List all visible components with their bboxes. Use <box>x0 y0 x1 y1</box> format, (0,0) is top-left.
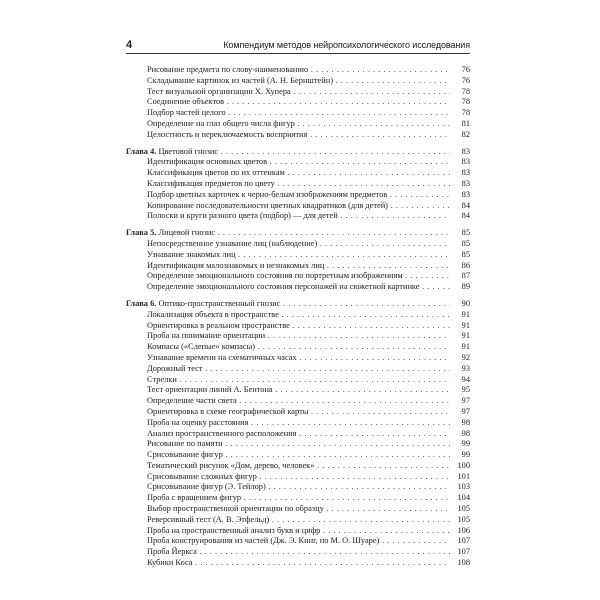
entry-title-text: Узнавание времени на схематичных часах <box>147 352 297 362</box>
toc-entry-title <box>147 526 450 537</box>
toc-page-number: 84 <box>450 201 470 212</box>
toc-page-number: 99 <box>450 439 470 450</box>
toc-page-number: 107 <box>450 536 470 547</box>
toc-page-number: 95 <box>450 385 470 396</box>
toc-entry-title <box>147 76 450 87</box>
toc-entry-title <box>147 179 450 190</box>
entry-title-text: Реверсивный тест (А. В. Этфельд) <box>147 514 270 524</box>
toc-entry-title <box>147 201 450 212</box>
entry-title-text: Проба на оценку расстояния <box>147 417 249 427</box>
toc-entry <box>126 282 470 293</box>
toc-page-number: 99 <box>450 450 470 461</box>
toc-page-number: 105 <box>450 515 470 526</box>
toc-page-number: 93 <box>450 364 470 375</box>
toc-entry <box>126 504 470 515</box>
toc-page-number: 105 <box>450 504 470 515</box>
toc-page-number: 87 <box>450 271 470 282</box>
toc-entry-title <box>147 547 450 558</box>
toc-entry <box>126 97 470 108</box>
toc-entry <box>126 407 470 418</box>
toc-entry-title <box>147 364 450 375</box>
toc-entry-title <box>147 130 450 141</box>
entry-title-text: Определение эмоционального состояния персонажей на сюжетной картинке <box>147 282 420 292</box>
toc-entry-title <box>147 342 450 353</box>
toc-page-number: 76 <box>450 76 470 87</box>
toc-page-number: 82 <box>450 130 470 141</box>
toc-entry-title <box>147 310 450 321</box>
toc-entry-title <box>147 239 450 250</box>
chapter-title: Цветовой гнозис <box>158 146 219 156</box>
entry-title-text: Стрелки <box>147 374 177 384</box>
toc-entry-title <box>147 282 450 293</box>
toc-page-number: 98 <box>450 418 470 429</box>
entry-title-text: Определение части света <box>147 396 237 406</box>
toc-entry-title <box>147 429 450 440</box>
toc-entry-title <box>147 504 450 515</box>
toc-entry-title <box>147 331 450 342</box>
toc-entry <box>126 130 470 141</box>
entry-title-text: Подбор цветных карточек к черно-белым изображениям предметов <box>147 189 388 199</box>
toc-entry <box>126 168 470 179</box>
entry-title-text: Срисовывание фигур (Э. Тейлор) <box>147 482 266 492</box>
toc-entry-title <box>147 168 450 179</box>
toc-chapter-entry <box>126 228 470 239</box>
toc-entry-title <box>147 375 450 386</box>
toc-entry-title <box>147 407 450 418</box>
entry-title-text: Складывание картинок из частей (А. Н. Бернштейн) <box>147 75 334 85</box>
entry-title-text: Срисовывание сложных фигур <box>147 471 257 481</box>
entry-title-text: Кубики Коса <box>147 558 193 568</box>
entry-title-text: Срисовывание фигур <box>147 450 223 460</box>
entry-title-text: Идентификация малознакомых и незнакомых лиц <box>147 260 325 270</box>
toc-chapter-entry <box>126 147 470 158</box>
entry-title-text: Непосредственное узнавание лиц (наблюдение) <box>147 238 318 248</box>
toc-page-number: 85 <box>450 239 470 250</box>
toc-entry-title <box>147 461 450 472</box>
entry-title-text: Локализация объекта в пространстве <box>147 309 279 319</box>
toc-page-number: 83 <box>450 157 470 168</box>
toc-entry-title <box>147 87 450 98</box>
toc-entry <box>126 239 470 250</box>
toc-page-number: 83 <box>450 190 470 201</box>
toc-entry-title <box>147 450 450 461</box>
toc-entry-title <box>147 515 450 526</box>
toc-page-number: 83 <box>450 179 470 190</box>
toc-page-number: 78 <box>450 97 470 108</box>
toc-page-number: 83 <box>450 168 470 179</box>
toc-entry-title <box>126 228 450 239</box>
toc-entry <box>126 211 470 222</box>
toc-entry <box>126 396 470 407</box>
toc-entry-title <box>126 147 450 158</box>
toc-entry <box>126 261 470 272</box>
entry-title-text: Копирование последовательности цветных квадратиков (для детей) <box>147 200 388 210</box>
toc-entry <box>126 526 470 537</box>
entry-title-text: Соединение объектов <box>147 97 225 107</box>
entry-title-text: Проба на понимание ориентации <box>147 331 266 341</box>
entry-title-text: Проба с вращением фигур <box>147 493 242 503</box>
toc-entry-title <box>147 558 450 569</box>
toc-page-number: 76 <box>450 65 470 76</box>
toc-page-number: 97 <box>450 407 470 418</box>
toc-entry-title <box>126 299 450 310</box>
toc-entry <box>126 493 470 504</box>
toc-page-number: 85 <box>450 250 470 261</box>
toc-entry-title <box>147 261 450 272</box>
toc-entry <box>126 364 470 375</box>
entry-title-text: Классификация цветов по их оттенкам <box>147 168 285 178</box>
entry-title-text: Выбор пространственной ориентации по образцу <box>147 504 324 514</box>
toc-page-number: 107 <box>450 547 470 558</box>
entry-title-text: Идентификация основных цветов <box>147 157 268 167</box>
toc-entry-title <box>147 119 450 130</box>
toc-page-number: 98 <box>450 429 470 440</box>
toc-page-number: 81 <box>450 119 470 130</box>
toc-page-number: 83 <box>450 147 470 158</box>
entry-title-text: Целостность и переключаемость восприятия <box>147 129 308 139</box>
toc-entry-title <box>147 321 450 332</box>
toc-page-number: 92 <box>450 353 470 364</box>
toc-entry <box>126 331 470 342</box>
entry-title-text: Узнавание знакомых лиц <box>147 249 236 259</box>
running-title: Компендиум методов нейропсихологического исследования <box>223 40 470 50</box>
toc-entry-title <box>147 385 450 396</box>
toc-entry <box>126 482 470 493</box>
table-of-contents <box>126 65 470 569</box>
toc-entry <box>126 87 470 98</box>
entry-title-text: Анализ пространственного расположения <box>147 428 297 438</box>
toc-entry-title <box>147 271 450 282</box>
toc-entry <box>126 65 470 76</box>
toc-entry-title <box>147 211 450 222</box>
toc-entry <box>126 461 470 472</box>
toc-entry-title <box>147 250 450 261</box>
toc-entry <box>126 157 470 168</box>
toc-entry-title <box>147 418 450 429</box>
toc-entry-title <box>147 108 450 119</box>
toc-page-number: 78 <box>450 108 470 119</box>
toc-page-number: 100 <box>450 461 470 472</box>
toc-page-number: 108 <box>450 558 470 569</box>
toc-entry <box>126 418 470 429</box>
toc-chapter-entry <box>126 299 470 310</box>
entry-title-text: Полоски и круги разного цвета (подбор) — для детей <box>147 211 338 221</box>
chapter-label: Глава 6. <box>126 298 157 308</box>
chapter-label: Глава 5. <box>126 228 157 238</box>
toc-entry-title <box>147 536 450 547</box>
entry-title-text: Проба на пространственный анализ букв и цифр <box>147 525 321 535</box>
toc-entry <box>126 375 470 386</box>
entry-title-text: Рисование по памяти <box>147 439 223 449</box>
entry-title-text: Классификация предметов по цвету <box>147 178 275 188</box>
toc-entry-title <box>147 439 450 450</box>
entry-title-text: Тест визуальной организации Х. Хупера <box>147 86 291 96</box>
toc-page-number: 91 <box>450 321 470 332</box>
toc-entry-title <box>147 353 450 364</box>
toc-entry-title <box>147 157 450 168</box>
page-header <box>126 38 470 52</box>
chapter-title: Оптико-пространственный гнозис <box>158 298 281 308</box>
toc-entry-title <box>147 97 450 108</box>
toc-entry <box>126 558 470 569</box>
entry-title-text: Подбор частей целого <box>147 108 226 118</box>
toc-entry <box>126 353 470 364</box>
entry-title-text: Определение на глаз общего числа фигур <box>147 118 295 128</box>
entry-title-text: Проба конструирования из частей (Дж. Э. Кинг, по М. О. Шуаре) <box>147 536 380 546</box>
toc-entry <box>126 119 470 130</box>
toc-page-number: 78 <box>450 87 470 98</box>
toc-page-number: 94 <box>450 375 470 386</box>
toc-entry <box>126 472 470 483</box>
toc-entry <box>126 76 470 87</box>
toc-entry <box>126 450 470 461</box>
entry-title-text: Тест ориентации линий А. Бентона <box>147 385 273 395</box>
entry-title-text: Ориентировка в реальном пространстве <box>147 320 290 330</box>
entry-title-text: Проба Йеркса <box>147 547 197 557</box>
toc-page-number: 89 <box>450 282 470 293</box>
toc-page-number: 103 <box>450 482 470 493</box>
toc-entry <box>126 547 470 558</box>
chapter-title: Лицевой гнозис <box>158 228 216 238</box>
toc-page-number: 90 <box>450 299 470 310</box>
entry-title-text: Определение эмоционального состояния по портретным изображениям <box>147 271 403 281</box>
toc-entry-title <box>147 472 450 483</box>
toc-entry <box>126 536 470 547</box>
toc-entry <box>126 429 470 440</box>
toc-entry <box>126 515 470 526</box>
toc-entry-title <box>147 396 450 407</box>
toc-entry <box>126 190 470 201</box>
toc-page-number: 91 <box>450 310 470 321</box>
entry-title-text: Рисование предмета по слову-наименованию <box>147 65 309 74</box>
toc-entry <box>126 108 470 119</box>
toc-entry <box>126 250 470 261</box>
toc-page-number: 91 <box>450 331 470 342</box>
entry-title-text: Тематический рисунок «Дом, дерево, человек» <box>147 460 315 470</box>
toc-entry <box>126 179 470 190</box>
header-rule <box>126 53 470 54</box>
toc-entry-title <box>147 482 450 493</box>
toc-entry <box>126 201 470 212</box>
page-number: 4 <box>126 39 133 51</box>
toc-entry <box>126 271 470 282</box>
toc-page-number: 97 <box>450 396 470 407</box>
toc-page-number: 84 <box>450 211 470 222</box>
toc-page-number: 106 <box>450 526 470 537</box>
toc-entry-title <box>147 65 450 76</box>
entry-title-text: Ориентировка в схеме географической карты <box>147 406 309 416</box>
toc-page-number: 85 <box>450 228 470 239</box>
chapter-label: Глава 4. <box>126 146 157 156</box>
toc-entry <box>126 385 470 396</box>
toc-entry-title <box>147 493 450 504</box>
toc-entry-title <box>147 190 450 201</box>
toc-page-number: 104 <box>450 493 470 504</box>
entry-title-text: Компасы («Слепые» компасы) <box>147 342 256 352</box>
toc-page-number: 86 <box>450 261 470 272</box>
toc-page-number: 91 <box>450 342 470 353</box>
toc-entry <box>126 342 470 353</box>
toc-entry <box>126 310 470 321</box>
entry-title-text: Дорожный тест <box>147 363 203 373</box>
toc-page-number: 101 <box>450 472 470 483</box>
toc-entry <box>126 321 470 332</box>
toc-entry <box>126 439 470 450</box>
